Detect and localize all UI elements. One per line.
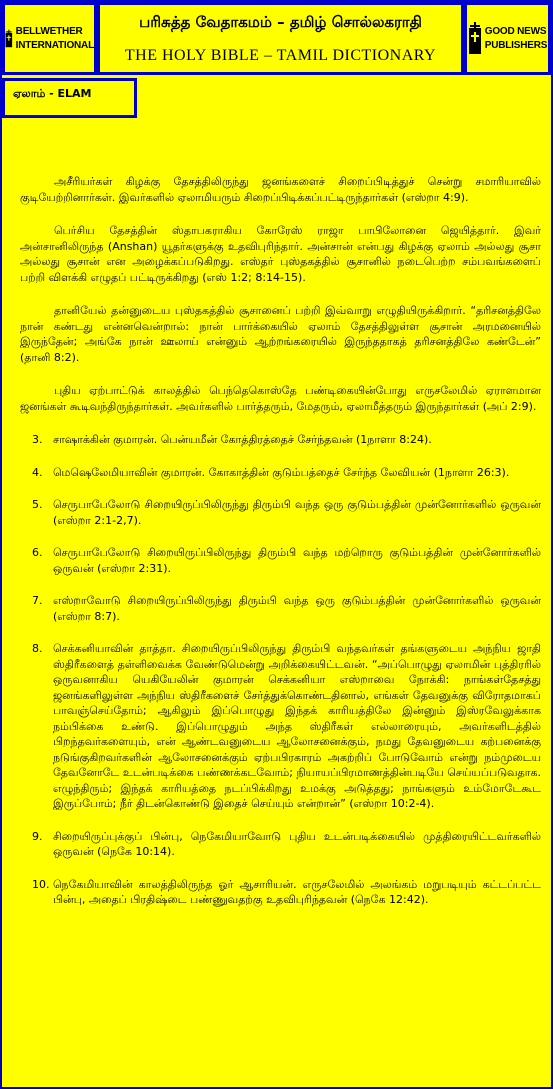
- list-item: [20, 545, 541, 576]
- item-text: செருபாபேலோடு சிறையிருப்பிலிருந்து திரும்பி வந்த ஒரு குடும்பத்தின் முன்னோர்களில் ஒருவன் (எஸ்றா 2:1-2,7).: [53, 498, 541, 527]
- item-text: சாஷாக்கின் குமாரன். பென்யமீன் கோத்திரத்தைச் சேர்ந்தவன் (1நாளா 8:24).: [53, 433, 432, 446]
- logo-right-line2: PUBLISHERS: [484, 39, 548, 51]
- numbered-list: [20, 432, 541, 908]
- title-english: THE HOLY BIBLE – TAMIL DICTIONARY: [124, 47, 437, 64]
- item-text: எஸ்றாவோடு சிறையிருப்பிலிருந்து திரும்பி வந்த ஒரு குடும்பத்தின் முன்னோர்களில் ஒருவன் (எஸ்றா 8:7).: [53, 594, 541, 623]
- publisher-logo-right: [464, 2, 551, 75]
- list-item: [20, 641, 541, 812]
- logo-left-line1: BELLWETHER: [15, 25, 83, 37]
- entry-headword: ஏலாம் - ELAM: [2, 78, 137, 118]
- item-text: செக்கனியாவின் தாத்தா. சிறையிருப்பிலிருந்து திரும்பி வந்தவர்கள் தங்களுடைய அந்நிய ஜாதி ஸ்திரீகளைத் தள்ளிவைக்க வேண்டுமென்று அறிக்கையிட்டவன். “அப்பொழுது ஏலாமின் புத்திரரில் ஒருவனாகிய யெகியேலின் குமாரன் செக்கனியா எஸ்றாவை நோக்கி: நாங்கள்தேசத்து ஜனங்களிலுள்ள அந்நிய ஸ்திரீகளைச் சேர்த்துக்கொண்டதினால், எங்கள் தேவனுக்கு விரோதமாகப் பாவஞ்செய்தோம்; ஆகிலும் இப்பொழுது இந்தக் காரியத்திலே இன்னும் இஸ்ரவேலுக்காக நம்பிக்கை உண்டு. இப்பொழுதும் அந்த ஸ்திரீகள் எல்லாரையும், அவர்களிடத்தில் பிறந்தவர்களையும், என் ஆண்டவனுடைய ஆலோசனைக்கும், நமது தேவனுடைய கற்பனைக்கு நடுங்குகிறவர்களின் ஆலோசனைக்கும் ஏற்பபிரகாரம் அகற்றிப் போடுவோம் என்று நம்முடைய தேவனோடே உடன்படிக்கை பண்ணக்கடவோம்; நியாயப்பிரமாணத்தின்படியே செய்யப்படுவதாக. எழுந்திரும்; இந்தக் காரியத்தை நடப்பிக்கிறது உமக்கு அடுத்தது; நாங்களும் உம்மோடேகூட இருப்போம்; நீர் திடன்கொண்டு இதைச் செய்யும் என்றான்” (எஸ்றா 10:2-4).: [53, 642, 541, 810]
- item-number: 8.: [32, 642, 43, 655]
- item-text: மெஷெலேமியாவின் குமாரன். கோகாத்தின் குடும்பத்தைச் சேர்ந்த லேவியன் (1நாளா 26:3).: [53, 465, 510, 479]
- list-item: [20, 593, 541, 624]
- item-number: 7.: [32, 594, 43, 607]
- logo-right-line1: GOOD NEWS: [484, 25, 547, 37]
- paragraph: புதிய ஏற்பாட்டுக் காலத்தில் பெந்தெகொஸ்தே பண்டிகையின்போது எருசலேமில் ஏராளமான ஜனங்கள் கூடிவந்திருந்தார்கள். அவர்களில் பார்த்தரும், மேதரும், ஏலாமீத்தரும் இருந்தார்கள் (அப் 2:9).: [20, 384, 541, 413]
- item-number: 6.: [32, 546, 43, 559]
- item-number: 5.: [32, 498, 43, 511]
- item-number: 3.: [32, 433, 43, 446]
- paragraph: பெர்சிய தேசத்தின் ஸ்தாபகராகிய கோரேஸ் ராஜா பாபிலோனை ஜெயித்தார். இவர் அன்சானிலிருந்த (Anshan) யூதர்களுக்கு உதவிபுரிந்தார். அன்சான் என்பது கிழக்கு ஏலாம் அல்லது சூசா அல்லது சூசான் என அழைக்கப்படுகிறது. எஸ்தர் புஸ்தகத்தில் சூசானில் நடைபெற்ற சம்பவங்களைப் பற்றி விளக்கி எழுதப் பட்டிருக்கிறது (எஸ் 1:2; 8:14-15).: [20, 224, 541, 284]
- paragraph: தானியேல் தன்னுடைய புஸ்தகத்தில் சூசானைப் பற்றி இவ்வாறு எழுதியிருக்கிறார். “தரிசனத்திலே நான் கண்டது என்னவென்றால்: நான் பார்க்கையில் ஏலாம் தேசத்திலுள்ள சூசான் அரமனையில் இருந்தேன்; அங்கே நான் ஊலாய் என்னும் ஆற்றங்கரையில் இருந்ததாகத் தரிசனத்திலே கண்டேன்” (தானி 8:2).: [20, 304, 541, 364]
- list-item: [20, 877, 541, 908]
- logo-left-line2: INTERNATIONAL: [15, 39, 94, 51]
- paragraph: அசீரியர்கள் கிழக்கு தேசத்திலிருந்து ஜனங்களைச் சிறைப்பிடித்துச் சென்று சமாரியாவில் குடியேற்றினார்கள். இவர்களில் ஏலாமியரும் சிறைப்பிடிக்கப்பட்டிருந்தார்கள் (எஸ்றா 4:9).: [20, 175, 541, 204]
- item-text: செருபாபேலோடு சிறையிருப்பிலிருந்து திரும்பி வந்த மற்றொரு குடும்பத்தின் முன்னோர்களில் ஒருவன் (எஸ்றா 2:31).: [53, 546, 541, 575]
- item-text: சிறையிருப்புக்குப் பின்பு, நெகேமியாவோடு புதிய உடன்படிக்கையில் முத்திரையிட்டவர்களில் ஒருவன் (நெகே 10:14).: [53, 829, 541, 858]
- item-number: 9.: [32, 829, 43, 843]
- item-number: 10.: [32, 877, 50, 891]
- list-item: [20, 497, 541, 528]
- title-box: [97, 2, 464, 75]
- publisher-logo-left: [2, 2, 97, 75]
- bible-icon: [468, 22, 482, 56]
- item-text: நெகேமியாவின் காலத்திலிருந்த ஓர் ஆசாரியன். எருசலேமில் அலங்கம் மறுபடியும் கட்டப்பட்ட பின்பு, அதைப் பிரதிஷ்டை பண்ணுவதற்கு உதவிபுரிந்தவன் (நெகே 12:42).: [53, 877, 542, 906]
- list-item: [20, 465, 541, 481]
- title-tamil: பரிசுத்த வேதாகமம் – தமிழ் சொல்லகராதி: [139, 13, 422, 31]
- bible-icon: [5, 22, 13, 56]
- list-item: [20, 432, 541, 448]
- item-number: 4.: [32, 465, 43, 479]
- entry-content: [20, 174, 541, 925]
- list-item: [20, 829, 541, 860]
